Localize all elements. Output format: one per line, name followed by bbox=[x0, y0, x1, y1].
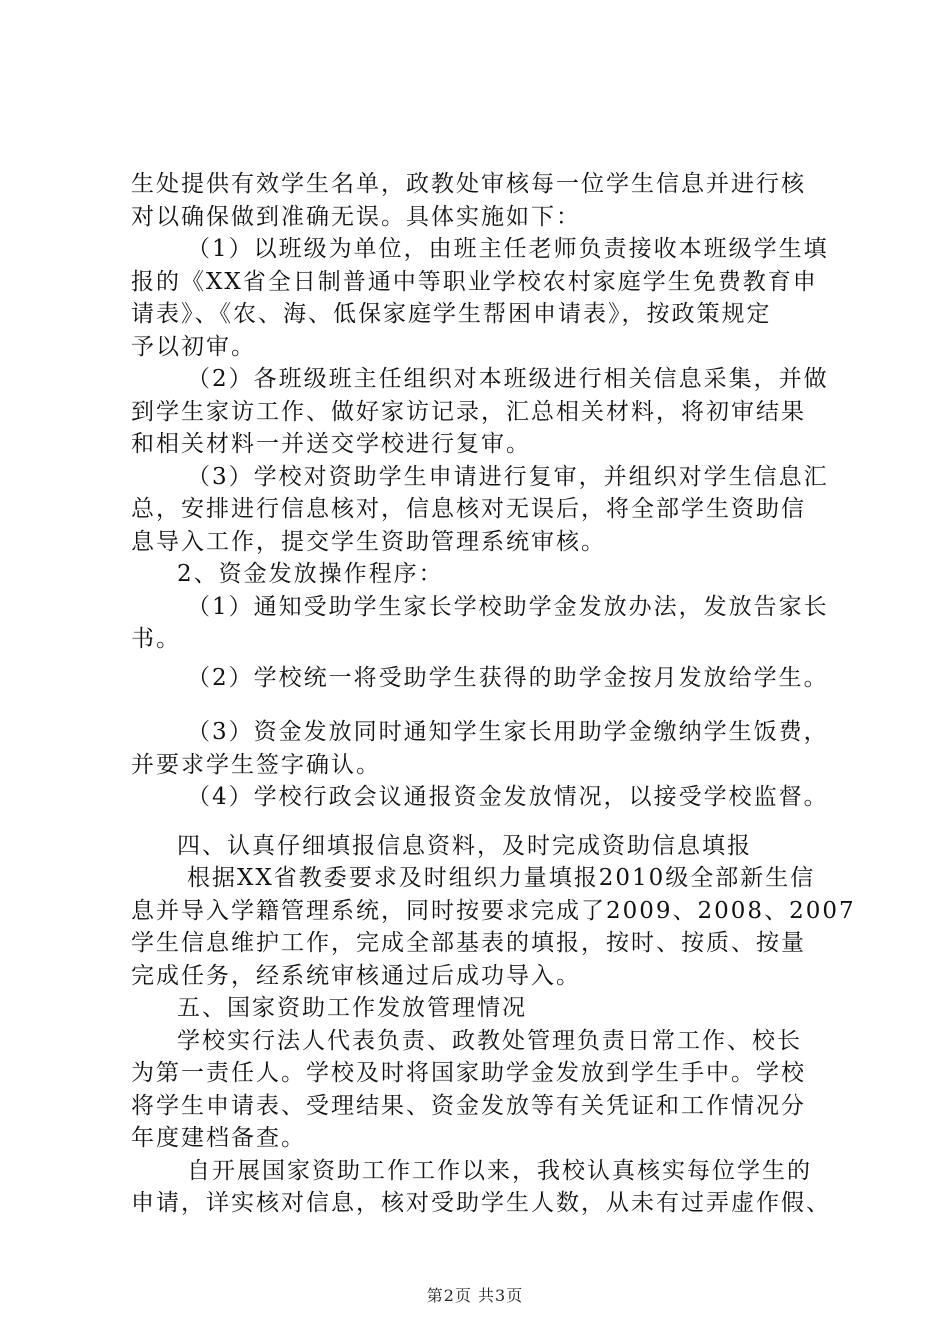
text-line: 年度建档备查。 bbox=[131, 1125, 306, 1151]
text-line: 学生信息维护工作，完成全部基表的填报，按时、按质、按量 bbox=[131, 930, 806, 956]
text-line: 并要求学生签字确认。 bbox=[131, 751, 381, 778]
text-line: 自开展国家资助工作工作以来，我校认真核实每位学生的 bbox=[187, 1157, 812, 1184]
text-line: （3）资金发放同时通知学生家长用助学金缴纳学生饭费， bbox=[187, 719, 829, 745]
text-line: 将学生申请表、受理结果、资金发放等有关凭证和工作情况分 bbox=[131, 1092, 806, 1119]
text-line: 生处提供有效学生名单，政教处审核每一位学生信息并进行核 bbox=[131, 171, 806, 197]
page-footer bbox=[0, 1286, 950, 1306]
text-line: 请表》、《农、海、低保家庭学生帮困申请表》，按政策规定 bbox=[131, 301, 772, 327]
section-heading: 四、认真仔细填报信息资料，及时完成资助信息填报 bbox=[177, 832, 752, 859]
text-line: 到学生家访工作、做好家访记录，汇总相关材料，将初审结果 bbox=[131, 398, 806, 425]
text-line: 报的《XX省全日制普通中等职业学校农村家庭学生免费教育申 bbox=[131, 268, 818, 295]
text-line: 息导入工作，提交学生资助管理系统审核。 bbox=[131, 528, 606, 555]
text-line: （2）学校统一将受助学生获得的助学金按月发放给学生。 bbox=[187, 664, 829, 691]
text-line: 学校实行法人代表负责、政教处管理负责日常工作、校长 bbox=[177, 1027, 802, 1054]
text-line: （3）学校对资助学生申请进行复审，并组织对学生信息汇 bbox=[187, 463, 829, 490]
text-line: 总，安排进行信息核对，信息核对无误后，将全部学生资助信 bbox=[131, 496, 806, 522]
text-line: 申请，详实核对信息，核对受助学生人数，从未有过弄虚作假、 bbox=[131, 1190, 831, 1216]
page-indicator: 第2页 共3页 bbox=[426, 1286, 524, 1305]
document-body bbox=[131, 168, 856, 1220]
section-heading: 五、国家资助工作发放管理情况 bbox=[177, 995, 527, 1021]
text-line: 书。 bbox=[131, 626, 181, 652]
text-line: 根据XX省教委要求及时组织力量填报2010级全部新生信 bbox=[187, 865, 816, 891]
text-line: 予以初审。 bbox=[131, 333, 256, 360]
text-line: 为第一责任人。学校及时将国家助学金发放到学生手中。学校 bbox=[131, 1060, 806, 1086]
text-line: 完成任务，经系统审核通过后成功导入。 bbox=[131, 962, 581, 989]
text-line: 对以确保做到准确无误。具体实施如下： bbox=[131, 203, 581, 230]
text-line: 息并导入学籍管理系统，同时按要求完成了2009、2008、2007 bbox=[131, 897, 856, 924]
section-heading: 2、资金发放操作程序： bbox=[177, 561, 444, 587]
text-line: （1）以班级为单位，由班主任老师负责接收本班级学生填 bbox=[187, 236, 829, 262]
text-line: （4）学校行政会议通报资金发放情况，以接受学校监督。 bbox=[187, 784, 829, 810]
text-line: 和相关材料一并送交学校进行复审。 bbox=[131, 431, 531, 457]
text-line: （1）通知受助学生家长学校助学金发放办法，发放告家长 bbox=[187, 593, 829, 620]
text-line: （2）各班级班主任组织对本班级进行相关信息采集，并做 bbox=[187, 366, 829, 392]
